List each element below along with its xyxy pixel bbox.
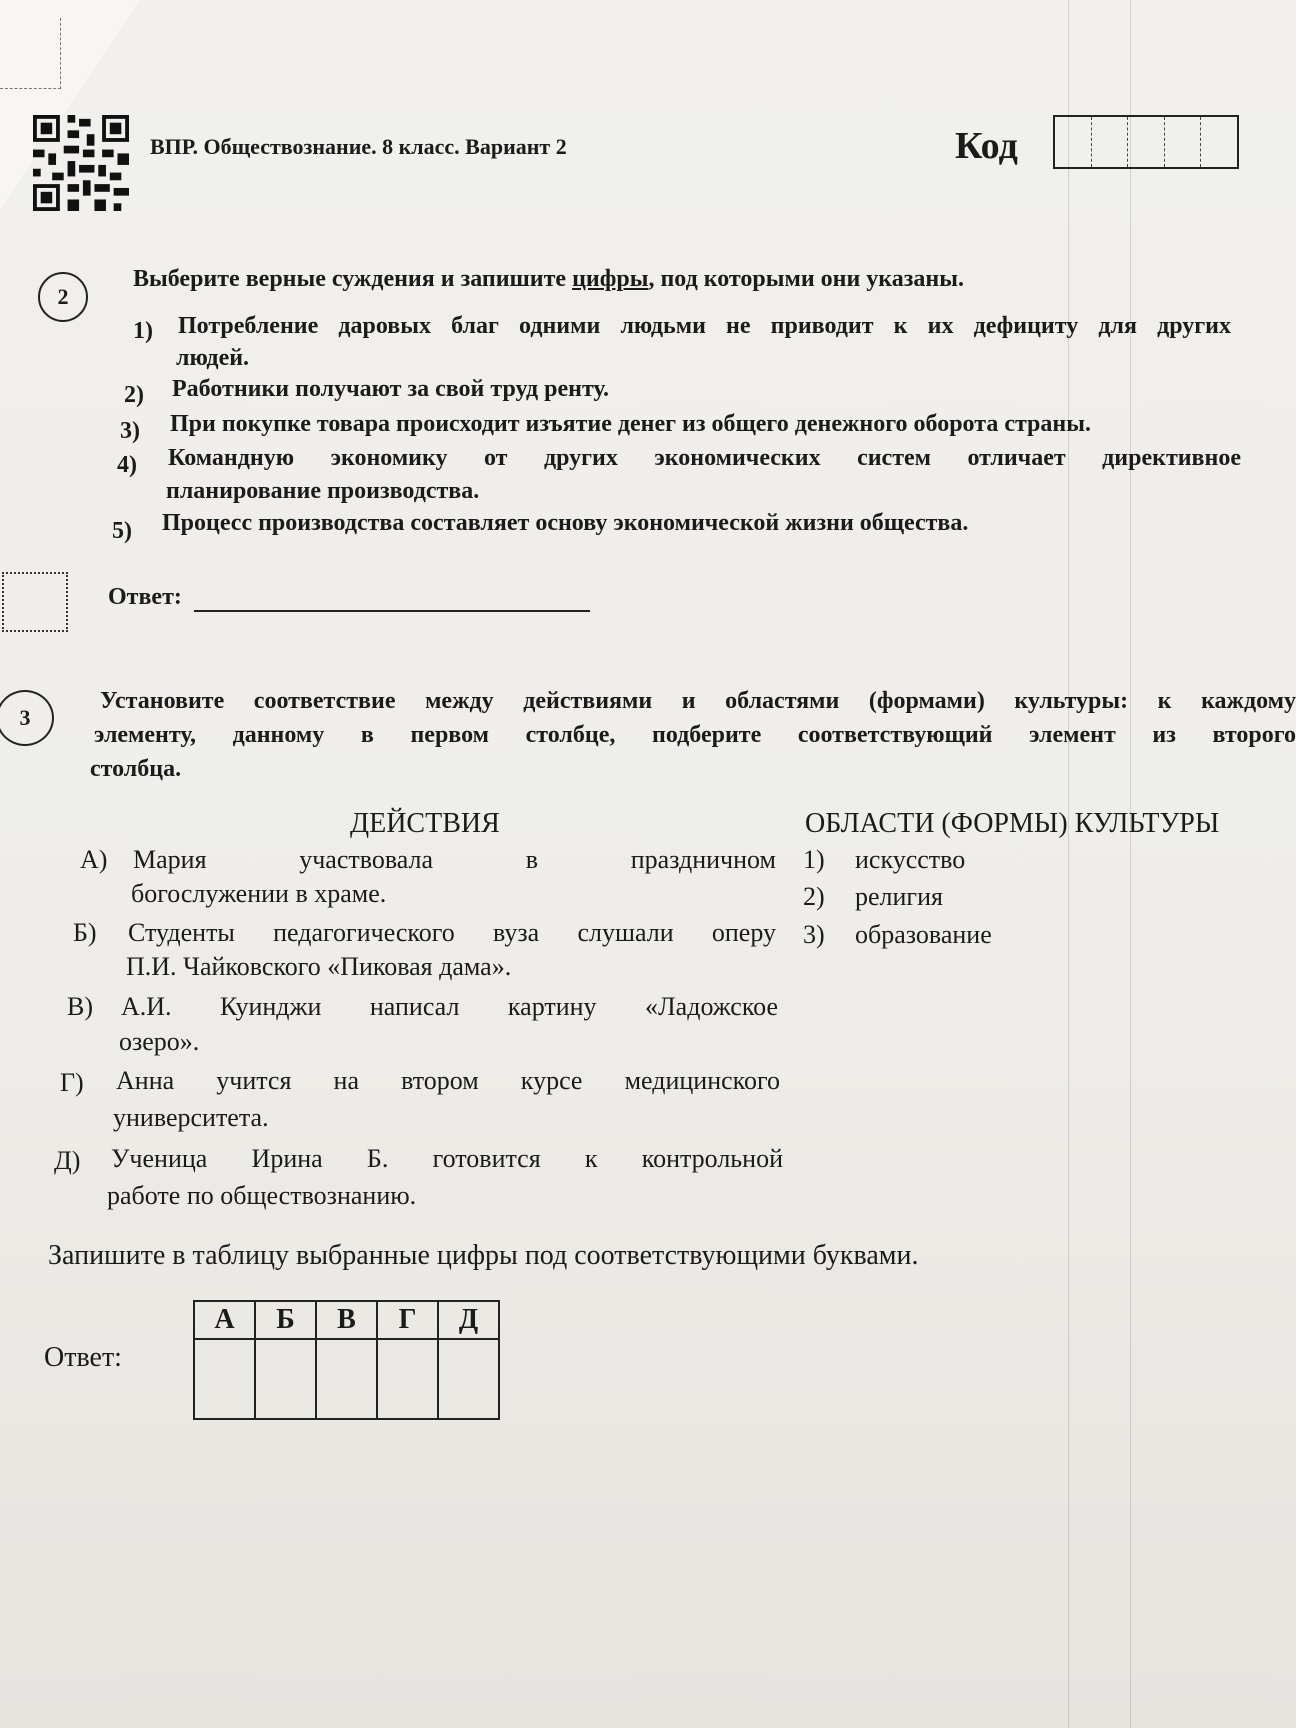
action-b-letter: Б) <box>73 918 97 947</box>
table-header-a: А <box>194 1301 255 1339</box>
background-fold-line <box>1068 0 1069 1728</box>
task-3-answer-label: Ответ: <box>44 1342 122 1373</box>
kod-input-box[interactable] <box>1053 115 1239 169</box>
action-d-text-cont: работе по обществознанию. <box>107 1181 417 1210</box>
action-b-text: Студенты педагогического вуза слушали оперу <box>128 918 776 947</box>
table-header-b: Б <box>255 1301 316 1339</box>
table-header-d: Д <box>438 1301 499 1339</box>
task-3-instruction: Запишите в таблицу выбранные цифры под соответствующими буквами. <box>48 1240 919 1271</box>
statement-1-number: 1) <box>133 318 153 344</box>
statement-1-text-cont: людей. <box>176 345 250 371</box>
task-3-answer-table <box>193 1300 500 1420</box>
task-3-prompt-line-1: Установите соответствие между действиями и областями (формами) культуры: к каждому <box>100 688 1296 714</box>
task-2-score-box <box>2 572 68 632</box>
answer-cell-g[interactable] <box>377 1339 438 1419</box>
task-2-emphasis: цифры <box>572 266 649 292</box>
action-a-text-cont: богослужении в храме. <box>131 879 387 908</box>
background-fold-line <box>1130 0 1131 1728</box>
answer-cell-b[interactable] <box>255 1339 316 1419</box>
statement-2-number: 2) <box>124 382 144 408</box>
answer-cell-v[interactable] <box>316 1339 377 1419</box>
form-1-number: 1) <box>803 845 825 874</box>
action-v-letter: В) <box>67 992 93 1021</box>
document-title: ВПР. Обществознание. 8 класс. Вариант 2 <box>150 134 567 159</box>
statement-2-text: Работники получают за свой труд ренту. <box>172 376 610 402</box>
answer-cell-a[interactable] <box>194 1339 255 1419</box>
task-3-prompt-line-2: элементу, данному в первом столбце, подберите соответствующий элемент из второго <box>94 722 1296 748</box>
form-1-label: искусство <box>855 845 966 874</box>
action-b-text-cont: П.И. Чайковского «Пиковая дама». <box>126 952 512 981</box>
action-a-letter: А) <box>80 845 108 874</box>
task-2-answer-field[interactable] <box>194 610 590 612</box>
form-2-number: 2) <box>803 882 825 911</box>
form-3-label: образование <box>855 920 992 949</box>
statement-5-text: Процесс производства составляет основу экономической жизни общества. <box>162 510 969 536</box>
statement-4-text: Командную экономику от других экономических систем отличает директивное <box>168 445 1241 471</box>
action-g-letter: Г) <box>60 1068 84 1097</box>
statement-4-number: 4) <box>117 452 137 478</box>
kod-label: Код <box>955 125 1018 167</box>
action-a-text: Мария участвовала в праздничном <box>133 845 776 874</box>
answer-grid-fragment <box>0 18 61 89</box>
qr-code-icon <box>30 115 132 211</box>
action-g-text: Анна учится на втором курсе медицинского <box>116 1066 780 1095</box>
task-3-prompt-line-3: столбца. <box>90 756 182 782</box>
action-v-text-cont: озеро». <box>119 1027 200 1056</box>
statement-1-text: Потребление даровых благ одними людьми не приводит к их дефициту для других <box>178 313 1231 339</box>
action-g-text-cont: университета. <box>113 1103 269 1132</box>
table-header-g: Г <box>377 1301 438 1339</box>
statement-4-text-cont: планирование производства. <box>166 478 480 504</box>
table-header-v: В <box>316 1301 377 1339</box>
statement-5-number: 5) <box>112 518 132 544</box>
action-v-text: А.И. Куинджи написал картину «Ладожское <box>121 992 778 1021</box>
actions-column-header: ДЕЙСТВИЯ <box>350 808 500 839</box>
form-2-label: религия <box>855 882 943 911</box>
statement-3-text: При покупке товара происходит изъятие денег из общего денежного оборота страны. <box>170 411 1091 437</box>
task-3-number: 3 <box>0 690 54 746</box>
task-2-prompt: Выберите верные суждения и запишите цифры, под которыми они указаны. <box>133 266 964 292</box>
action-d-text: Ученица Ирина Б. готовится к контрольной <box>111 1144 783 1173</box>
task-2-number: 2 <box>38 272 88 322</box>
task-2-answer-label: Ответ: <box>108 584 182 610</box>
action-d-letter: Д) <box>54 1146 81 1175</box>
statement-3-number: 3) <box>120 418 140 444</box>
forms-column-header: ОБЛАСТИ (ФОРМЫ) КУЛЬТУРЫ <box>805 808 1220 839</box>
form-3-number: 3) <box>803 920 825 949</box>
answer-cell-d[interactable] <box>438 1339 499 1419</box>
